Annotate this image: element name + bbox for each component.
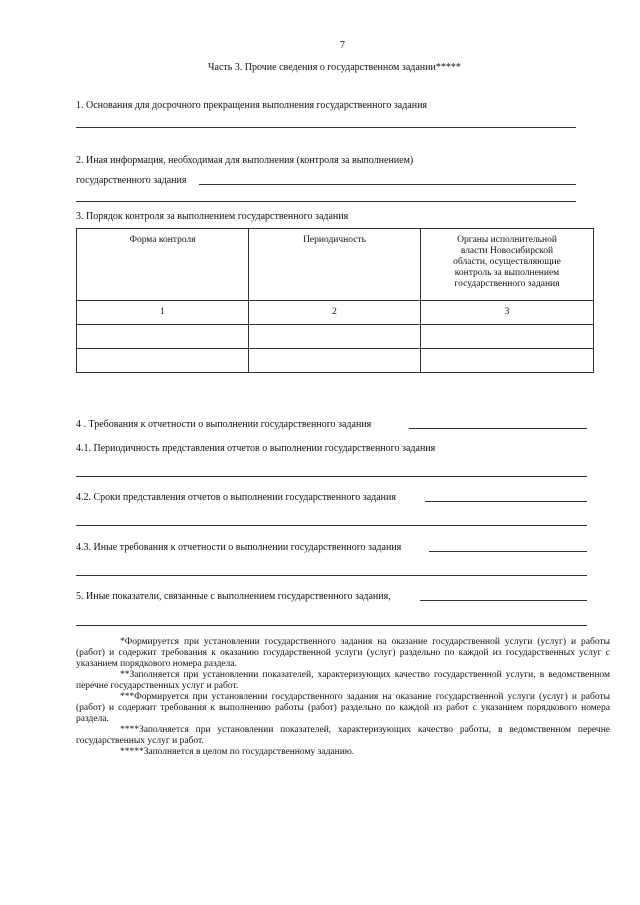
section-4-2-label: 4.2. Сроки представления отчетов о выполнении государственного задания [76,492,396,503]
column-number-3-text: 3 [504,307,510,317]
section-5-fill-line-1[interactable] [420,600,587,601]
footnotes [76,637,610,758]
section-1-fill-line[interactable] [76,127,576,128]
table-cell[interactable] [421,325,594,349]
section-5-label: 5. Иные показатели, связанные с выполнением государственного задания, [76,591,391,602]
control-table-header-row [77,229,594,301]
page-number: 7 [340,40,345,51]
control-table-number-row [77,301,594,325]
section-4-3-fill-line-2[interactable] [76,575,587,576]
column-number-1 [77,301,249,325]
control-table [76,228,594,373]
control-table-header-period [249,229,421,301]
table-row [77,349,594,373]
footnote-2: **Заполняется при установлении показателей, характеризующих качество государственной услуги, в ведомственном перечне государственных услуг и работ. [76,670,610,691]
column-number-1-text: 1 [160,307,165,317]
table-cell[interactable] [421,349,594,373]
column-number-3 [421,301,594,325]
table-cell[interactable] [77,325,249,349]
column-number-2-text: 2 [332,307,337,317]
table-row [77,325,594,349]
section-4-label: 4 . Требования к отчетности о выполнении государственного задания [76,419,372,430]
footnote-5: *****Заполняется в целом по государственному заданию. [120,747,355,757]
section-4-1-label: 4.1. Периодичность представления отчетов о выполнении государственного задания [76,443,436,454]
column-number-2 [249,301,421,325]
header-period-text: Периодичность [303,235,366,245]
section-1-label: 1. Основания для досрочного прекращения выполнения государственного задания [76,100,428,111]
control-table-header-authority [421,229,594,301]
section-2-fill-line-1[interactable] [199,184,576,185]
table-cell[interactable] [249,325,421,349]
section-4-3-fill-line-1[interactable] [429,551,587,552]
section-2-label: 2. Иная информация, необходимая для выполнения (контроля за выполнением) [76,155,414,166]
section-2-fill-line-2[interactable] [76,201,576,202]
table-cell[interactable] [249,349,421,373]
header-authority-text: Органы исполнительной власти Новосибирской области, осуществляющие контроль за выполнением государственного задания [453,235,561,289]
part-title: Часть 3. Прочие сведения о государственном задании***** [208,62,461,73]
footnote-4: ****Заполняется при установлении показателей, характеризующих качество работы, в ведомственном перечне государственных услуг и работ. [76,725,610,746]
control-table-header-form [77,229,249,301]
section-4-1-fill-line[interactable] [76,476,587,477]
section-5-fill-line-2[interactable] [76,625,587,626]
section-2-label-cont: государственного задания [76,175,187,186]
table-cell[interactable] [77,349,249,373]
header-form-text: Форма контроля [129,235,196,245]
footnote-3: ***Формируется при установлении государственного задания на оказание государственной услуги (услуг) и работы (работ) и содержит требования к выполнению работы (работ) раздельно по каждой из работ с указанием порядкового номера раздела. [76,692,610,724]
section-4-2-fill-line-2[interactable] [76,525,587,526]
section-4-fill-line[interactable] [409,428,587,429]
section-3-label: 3. Порядок контроля за выполнением государственного задания [76,211,349,222]
section-4-2-fill-line-1[interactable] [425,501,587,502]
footnote-1: *Формируется при установлении государственного задания на оказание государственной услуги (услуг) и работы (работ) и содержит требования к оказанию государственной услуги (услуг) раздельно по каждой из государственных услуг с указанием порядкового номера раздела. [76,637,610,669]
section-4-3-label: 4.3. Иные требования к отчетности о выполнении государственного задания [76,542,402,553]
